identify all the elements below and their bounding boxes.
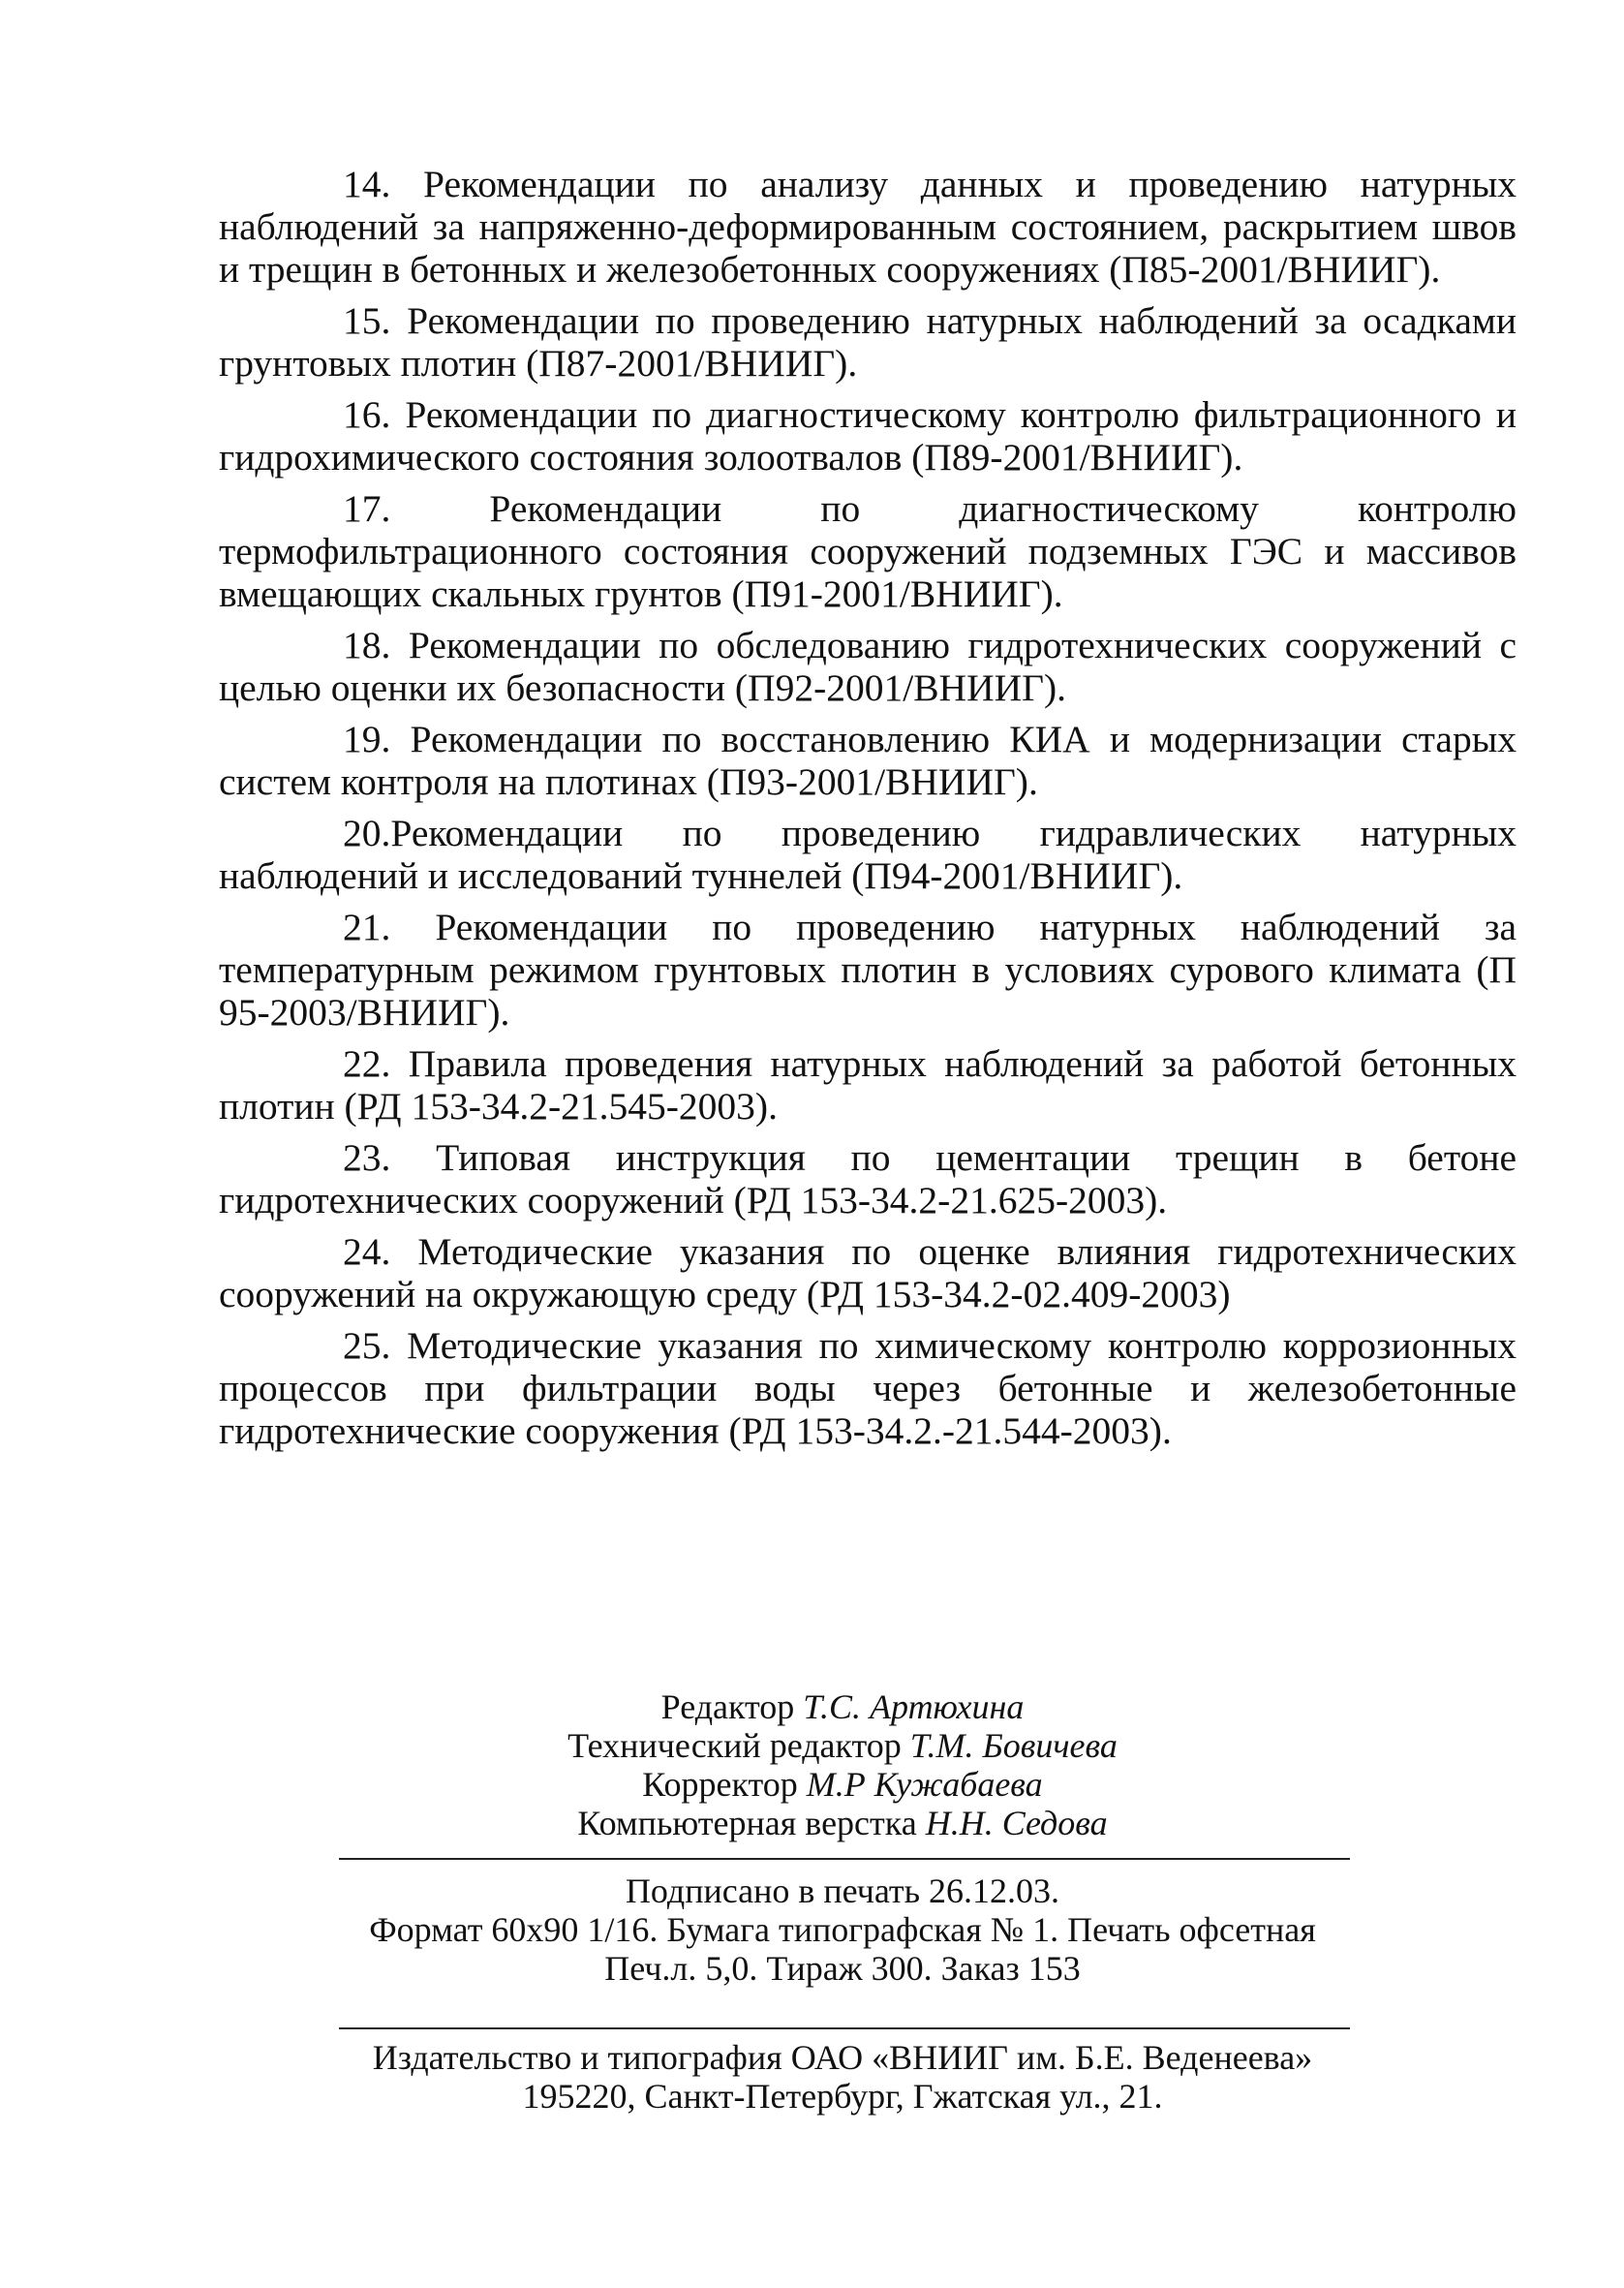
credit-editor [320, 1687, 1365, 1726]
credit-layout [320, 1804, 1365, 1842]
publisher-block [320, 2038, 1365, 2116]
credit-name: Т.М. Бовичева [909, 1726, 1118, 1765]
credit-name: Н.Н. Седова [925, 1804, 1108, 1842]
divider-line [339, 2027, 1350, 2029]
print-signed-date: Подписано в печать 26.12.03. [625, 1871, 1060, 1910]
credit-role: Редактор [660, 1687, 795, 1726]
reference-list [219, 163, 1517, 1461]
reference-item: 22. Правила проведения натурных наблюдений за работой бетонных плотин (РД 153-34.2-21.545-2003). [219, 1042, 1517, 1128]
credit-role: Корректор [642, 1765, 798, 1804]
reference-item: 16. Рекомендации по диагностическому контролю фильтрационного и гидрохимического состояния золоотвалов (П89-2001/ВНИИГ). [219, 393, 1517, 479]
credit-name: М.Р Кужабаева [806, 1765, 1043, 1804]
reference-item: 20.Рекомендации по проведению гидравлических натурных наблюдений и исследований туннелей (П94-2001/ВНИИГ). [219, 812, 1517, 897]
publisher-name: Издательство и типография ОАО «ВНИИГ им. Б.Е. Веденеева» [372, 2038, 1313, 2077]
credit-name: Т.С. Артюхина [803, 1687, 1025, 1726]
credit-role: Технический редактор [567, 1726, 902, 1765]
credits-block [320, 1687, 1365, 1842]
print-run: Печ.л. 5,0. Тираж 300. Заказ 153 [604, 1949, 1081, 1988]
reference-item: 21. Рекомендации по проведению натурных наблюдений за температурным режимом грунтовых плотин в условиях сурового климата (П 95-2003/ВНИИГ). [219, 906, 1517, 1034]
reference-item: 15. Рекомендации по проведению натурных наблюдений за осадками грунтовых плотин (П87-2001/ВНИИГ). [219, 299, 1517, 385]
print-info-block [320, 1871, 1365, 1988]
reference-item: 17. Рекомендации по диагностическому контролю термофильтрационного состояния сооружений подземных ГЭС и массивов вмещающих скальных грунтов (П91-2001/ВНИИГ). [219, 487, 1517, 615]
divider-line [339, 1858, 1350, 1860]
reference-item: 23. Типовая инструкция по цементации трещин в бетоне гидротехнических сооружений (РД 153-34.2-21.625-2003). [219, 1136, 1517, 1221]
reference-item: 25. Методические указания по химическому контролю коррозионных процессов при фильтрации воды через бетонные и железобетонные гидротехнические сооружения (РД 153-34.2.-21.544-2003). [219, 1324, 1517, 1452]
reference-item: 24. Методические указания по оценке влияния гидротехнических сооружений на окружающую среду (РД 153-34.2-02.409-2003) [219, 1230, 1517, 1315]
credit-role: Компьютерная верстка [577, 1804, 917, 1842]
reference-item: 18. Рекомендации по обследованию гидротехнических сооружений с целью оценки их безопасности (П92-2001/ВНИИГ). [219, 624, 1517, 709]
credit-proofreader [320, 1765, 1365, 1804]
publisher-address: 195220, Санкт-Петербург, Гжатская ул., 21. [522, 2077, 1163, 2116]
print-format: Формат 60х90 1/16. Бумага типографская № 1. Печать офсетная [369, 1910, 1316, 1949]
reference-item: 14. Рекомендации по анализу данных и проведению натурных наблюдений за напряженно-деформированным состоянием, раскрытием швов и трещин в бетонных и железобетонных сооружениях (П85-2001/ВНИИГ). [219, 163, 1517, 291]
credit-technical-editor [320, 1726, 1365, 1765]
reference-item: 19. Рекомендации по восстановлению КИА и модернизации старых систем контроля на плотинах (П93-2001/ВНИИГ). [219, 718, 1517, 803]
